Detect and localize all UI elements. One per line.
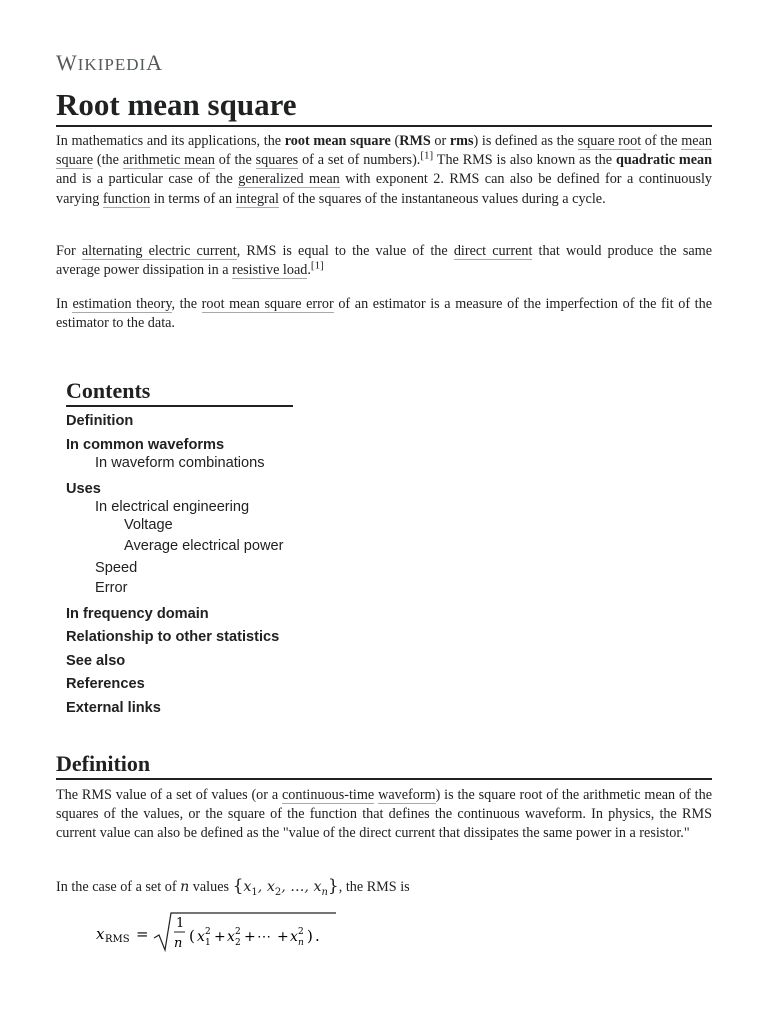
math-set-x1-to-xn: {$x_1$, $x_2$, …, $x_n$} bbox=[232, 876, 339, 898]
bold-term-rms: RMS bbox=[399, 133, 431, 149]
intro-paragraph-2 bbox=[56, 242, 712, 280]
text: of a set of numbers). bbox=[298, 152, 421, 169]
svg-text:.: . bbox=[315, 927, 320, 945]
wordmark-middle: IKIPEDI bbox=[77, 55, 147, 74]
definition-paragraph-2 bbox=[56, 877, 712, 902]
toc-item-in-common-waveforms[interactable]: In common waveforms bbox=[66, 437, 225, 453]
text: The RMS value of a set of values (or a bbox=[56, 787, 282, 803]
link-function[interactable]: function bbox=[102, 190, 151, 207]
svg-text:1: 1 bbox=[205, 938, 211, 948]
svg-text:+: + bbox=[277, 929, 289, 945]
text: In the case of a set of bbox=[56, 879, 181, 895]
svg-text:(: ( bbox=[189, 927, 195, 945]
wikipedia-wordmark[interactable] bbox=[56, 50, 163, 76]
toc-item-average-electrical-power[interactable]: Average electrical power bbox=[124, 538, 284, 554]
svg-text:x: x bbox=[197, 929, 205, 945]
svg-text:2: 2 bbox=[298, 927, 304, 937]
link-resistive-load[interactable]: resistive load bbox=[232, 262, 308, 279]
fraction-denominator: n bbox=[174, 936, 183, 951]
intro-paragraph-3 bbox=[56, 295, 712, 333]
toc-item-see-also[interactable]: See also bbox=[66, 653, 126, 669]
text: or bbox=[430, 133, 450, 149]
wordmark-last-letter: A bbox=[146, 50, 164, 75]
svg-text:=: = bbox=[136, 925, 149, 943]
citation-link[interactable]: [1] bbox=[420, 149, 434, 162]
toc-item-external-links[interactable]: External links bbox=[66, 700, 161, 716]
toc-item-in-waveform-combinations[interactable]: In waveform combinations bbox=[95, 455, 265, 471]
text: (the bbox=[93, 152, 123, 169]
text: , the bbox=[171, 296, 202, 312]
fraction-numerator: 1 bbox=[176, 916, 185, 931]
svg-text:): ) bbox=[307, 927, 313, 945]
svg-text:x: x bbox=[290, 929, 298, 945]
page-title: Root mean square bbox=[56, 86, 712, 127]
link-waveform[interactable]: waveform bbox=[378, 787, 436, 803]
text: ) is defined as the bbox=[473, 133, 578, 149]
text: . bbox=[307, 262, 311, 279]
svg-text:⋯: ⋯ bbox=[257, 929, 271, 945]
bold-term-rms-lower: rms bbox=[449, 133, 474, 149]
toc-item-voltage[interactable]: Voltage bbox=[124, 517, 173, 533]
link-integral[interactable]: integral bbox=[235, 190, 280, 207]
link-root-mean-square-error[interactable]: root mean square error bbox=[201, 296, 334, 312]
intro-paragraph-1 bbox=[56, 132, 712, 209]
text: in terms of an bbox=[150, 190, 236, 207]
text: of an estimator is a measure of the imperfection of the fit of the estimator to the data. bbox=[56, 296, 713, 332]
text: ( bbox=[390, 133, 400, 149]
link-square-root[interactable]: square root bbox=[577, 133, 642, 149]
text: For bbox=[56, 243, 82, 259]
text: of the bbox=[641, 133, 682, 149]
text: , the RMS is bbox=[338, 879, 410, 895]
svg-text:+: + bbox=[244, 929, 256, 945]
text: ) is the square root of the arithmetic mean of the squares of the values, or the square of the function that defines the continuous waveform. In physics, the RMS current value can also be defined as the "value of the direct current that dissipates the same power in a resistor." bbox=[56, 787, 712, 842]
toc-item-in-electrical-engineering[interactable]: In electrical engineering bbox=[95, 499, 250, 515]
bold-term-quadratic-mean: quadratic mean bbox=[615, 152, 713, 169]
link-generalized-mean[interactable]: generalized mean bbox=[238, 171, 340, 188]
link-arithmetic-mean[interactable]: arithmetic mean bbox=[122, 152, 215, 169]
citation-link[interactable]: [1] bbox=[310, 259, 324, 272]
text: values bbox=[189, 879, 233, 895]
link-alternating-electric-current[interactable]: alternating electric current bbox=[81, 243, 237, 259]
svg-text:x: x bbox=[96, 925, 105, 943]
text: with exponent 2. RMS can also be defined for a continuously varying bbox=[56, 171, 713, 207]
toc-item-definition[interactable]: Definition bbox=[66, 413, 134, 429]
link-continuous-time[interactable]: continuous-time bbox=[282, 787, 375, 803]
rms-formula-graphic bbox=[96, 910, 416, 954]
text: of the bbox=[214, 152, 256, 169]
text: that would produce the same average power dissipation in a bbox=[56, 243, 712, 279]
text: of the squares of the instantaneous values during a cycle. bbox=[279, 190, 606, 207]
toc-item-in-frequency-domain[interactable]: In frequency domain bbox=[66, 606, 209, 622]
section-heading-definition: Definition bbox=[56, 751, 712, 780]
toc-title: Contents bbox=[66, 378, 293, 407]
svg-text:2: 2 bbox=[235, 927, 241, 937]
text: The RMS is also known as the bbox=[433, 152, 616, 169]
link-mean-square[interactable]: mean square bbox=[56, 133, 712, 169]
wordmark-first-letter: W bbox=[56, 50, 78, 75]
svg-text:RMS: RMS bbox=[105, 934, 130, 945]
svg-text:2: 2 bbox=[235, 938, 241, 948]
toc-item-references[interactable]: References bbox=[66, 676, 145, 692]
math-variable-n: n bbox=[180, 879, 190, 895]
toc-item-uses[interactable]: Uses bbox=[66, 481, 101, 497]
definition-paragraph-1 bbox=[56, 786, 712, 844]
svg-text:x: x bbox=[227, 929, 235, 945]
bold-term-root-mean-square: root mean square bbox=[284, 133, 391, 149]
text: In mathematics and its applications, the bbox=[56, 133, 285, 149]
rms-formula bbox=[96, 910, 416, 954]
toc-item-relationship-to-other-statistics[interactable]: Relationship to other statistics bbox=[66, 629, 280, 645]
svg-text:+: + bbox=[214, 929, 226, 945]
link-direct-current[interactable]: direct current bbox=[453, 243, 533, 259]
text: , RMS is equal to the value of the bbox=[236, 243, 454, 259]
toc-item-speed[interactable]: Speed bbox=[95, 560, 138, 576]
text: and is a particular case of the bbox=[56, 171, 239, 188]
toc-item-error[interactable]: Error bbox=[95, 580, 128, 596]
link-estimation-theory[interactable]: estimation theory bbox=[72, 296, 172, 312]
table-of-contents bbox=[66, 378, 294, 716]
text: In bbox=[56, 296, 73, 312]
svg-text:n: n bbox=[298, 938, 304, 948]
svg-text:2: 2 bbox=[205, 927, 211, 937]
link-squares[interactable]: squares bbox=[255, 152, 299, 169]
